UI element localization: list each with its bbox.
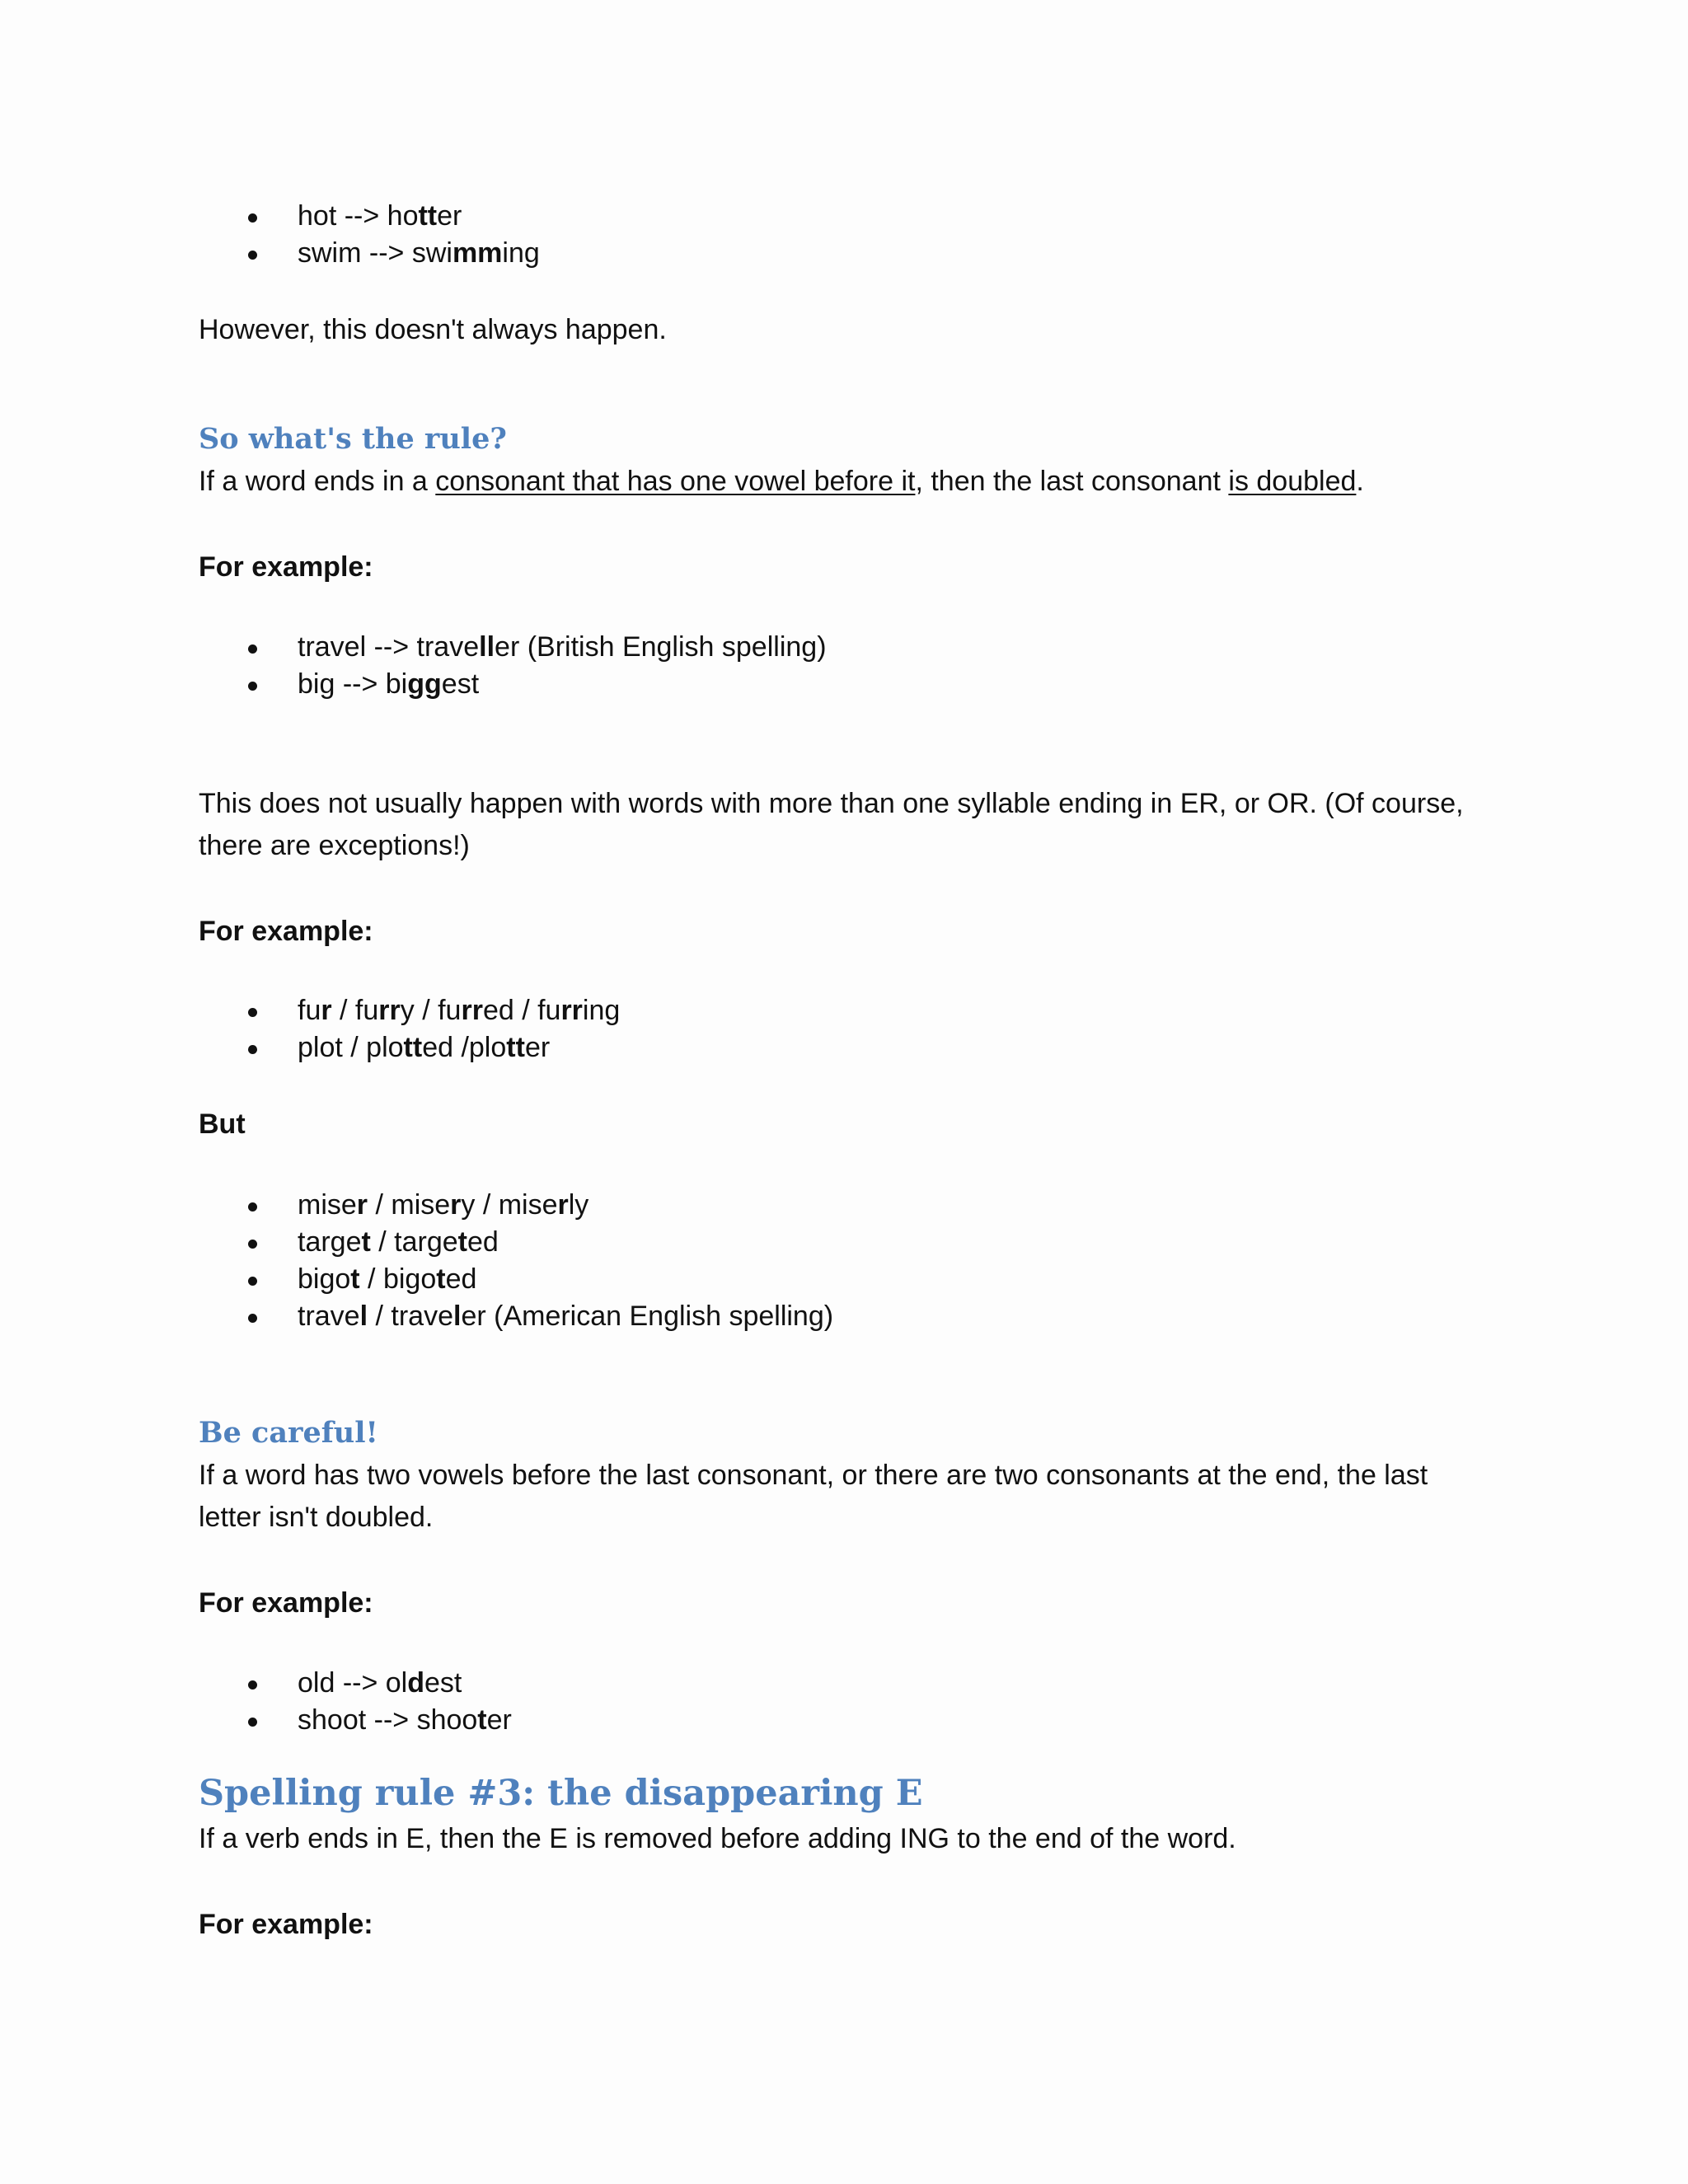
item-text: shoot --> shoo — [298, 1704, 478, 1736]
underlined-phrase-doubled: is doubled — [1228, 466, 1357, 497]
but-label: But — [199, 1108, 246, 1140]
bullet-icon — [248, 682, 257, 691]
for-example-label: For example: — [199, 551, 373, 583]
list-item — [199, 1261, 833, 1298]
bullet-icon — [248, 1277, 257, 1286]
item-text: trave — [298, 1301, 360, 1332]
item-text: ing — [582, 995, 621, 1026]
list-item — [199, 1665, 512, 1702]
bullet-icon — [248, 251, 257, 260]
bold-letters: l — [359, 1301, 368, 1332]
item-text: plot / plo — [298, 1032, 404, 1063]
example-list-travel-big — [199, 629, 827, 703]
list-item — [199, 1029, 620, 1066]
bold-letters: r — [450, 1189, 462, 1221]
item-text: / bigo — [359, 1263, 437, 1295]
item-text: travel --> trave — [298, 631, 480, 663]
bullet-icon — [248, 1202, 257, 1212]
bullet-icon — [248, 1045, 257, 1054]
bold-letters: t — [477, 1704, 487, 1736]
example-list-exceptions — [199, 1187, 833, 1335]
item-text: hot --> ho — [298, 200, 419, 232]
item-text: bigo — [298, 1263, 351, 1295]
item-text: / targe — [370, 1226, 458, 1258]
item-text: ed — [467, 1226, 499, 1258]
however-paragraph: However, this doesn't always happen. — [199, 314, 667, 345]
item-text: old --> ol — [298, 1667, 408, 1699]
list-item — [199, 1702, 512, 1739]
careful-heading: Be careful! — [199, 1416, 378, 1450]
bullet-icon — [248, 644, 257, 654]
bold-letters: t — [436, 1263, 446, 1295]
bold-letters: t — [361, 1226, 371, 1258]
item-text: y / mise — [461, 1189, 558, 1221]
bullet-icon — [248, 1008, 257, 1017]
bullet-icon — [248, 1240, 257, 1249]
bold-letters: tt — [418, 200, 438, 232]
item-text: ed /plo — [422, 1032, 507, 1063]
item-text: / trave — [368, 1301, 453, 1332]
list-item — [199, 198, 540, 235]
bold-letters: tt — [403, 1032, 423, 1063]
bullet-icon — [248, 1680, 257, 1690]
list-item — [199, 1298, 833, 1335]
bold-letters: t — [457, 1226, 467, 1258]
bold-letters: d — [407, 1667, 425, 1699]
example-list-fur-plot — [199, 992, 620, 1066]
item-text: big --> bi — [298, 668, 408, 700]
bold-letters: l — [452, 1301, 462, 1332]
item-text: er — [524, 1032, 551, 1063]
example-list-old-shoot — [199, 1665, 512, 1739]
item-text: y / fu — [400, 995, 462, 1026]
bold-letters: tt — [506, 1032, 525, 1063]
rule-heading: So what's the rule? — [199, 422, 507, 456]
example-list-doubling — [199, 198, 540, 272]
list-item — [199, 235, 540, 272]
bullet-icon — [248, 1314, 257, 1323]
item-text: ed — [445, 1263, 477, 1295]
item-text: / fu — [331, 995, 379, 1026]
rule3-paragraph: If a verb ends in E, then the E is removed before adding ING to the end of the word. — [199, 1823, 1236, 1854]
for-example-label: For example: — [199, 1587, 373, 1619]
item-text: ly — [568, 1189, 589, 1221]
list-item — [199, 1224, 833, 1261]
item-text: ed / fu — [482, 995, 561, 1026]
item-text: / mise — [368, 1189, 451, 1221]
list-item — [199, 666, 827, 703]
item-text: est — [424, 1667, 462, 1699]
item-text: targe — [298, 1226, 362, 1258]
bold-letters: rr — [378, 995, 401, 1026]
bullet-icon — [248, 213, 257, 223]
bullet-icon — [248, 1718, 257, 1727]
bold-letters: r — [321, 995, 332, 1026]
bold-letters: r — [356, 1189, 368, 1221]
item-text: swim --> swi — [298, 237, 452, 269]
bold-letters: t — [350, 1263, 360, 1295]
bold-letters: rr — [560, 995, 583, 1026]
bold-letters: ll — [479, 631, 495, 663]
for-example-label: For example: — [199, 916, 373, 947]
item-text: er (British English spelling) — [495, 631, 827, 663]
bold-letters: mm — [452, 237, 503, 269]
item-text: er — [486, 1704, 512, 1736]
item-text: er — [437, 200, 462, 232]
bold-letters: rr — [461, 995, 483, 1026]
rule-paragraph: If a word ends in a consonant that has one vowel before it, then the last consonant is doubled. — [199, 466, 1364, 497]
bold-letters: r — [557, 1189, 569, 1221]
list-item — [199, 1187, 833, 1224]
item-text: fu — [298, 995, 321, 1026]
careful-paragraph: If a word has two vowels before the last consonant, or there are two consonants at the end, the last letter isn't doubled. — [199, 1460, 1428, 1533]
underlined-phrase-vowel: consonant that has one vowel before it — [435, 466, 916, 497]
for-example-label: For example: — [199, 1909, 373, 1940]
bold-letters: gg — [407, 668, 442, 700]
item-text: est — [441, 668, 480, 700]
item-text: ing — [502, 237, 540, 269]
item-text: er (American English spelling) — [461, 1301, 834, 1332]
rule3-heading: Spelling rule #3: the disappearing E — [199, 1773, 923, 1814]
list-item — [199, 629, 827, 666]
syllable-note-paragraph: This does not usually happen with words with more than one syllable ending in ER, or OR. (Of course, there are exceptions!) — [199, 788, 1464, 861]
item-text: mise — [298, 1189, 357, 1221]
list-item — [199, 992, 620, 1029]
